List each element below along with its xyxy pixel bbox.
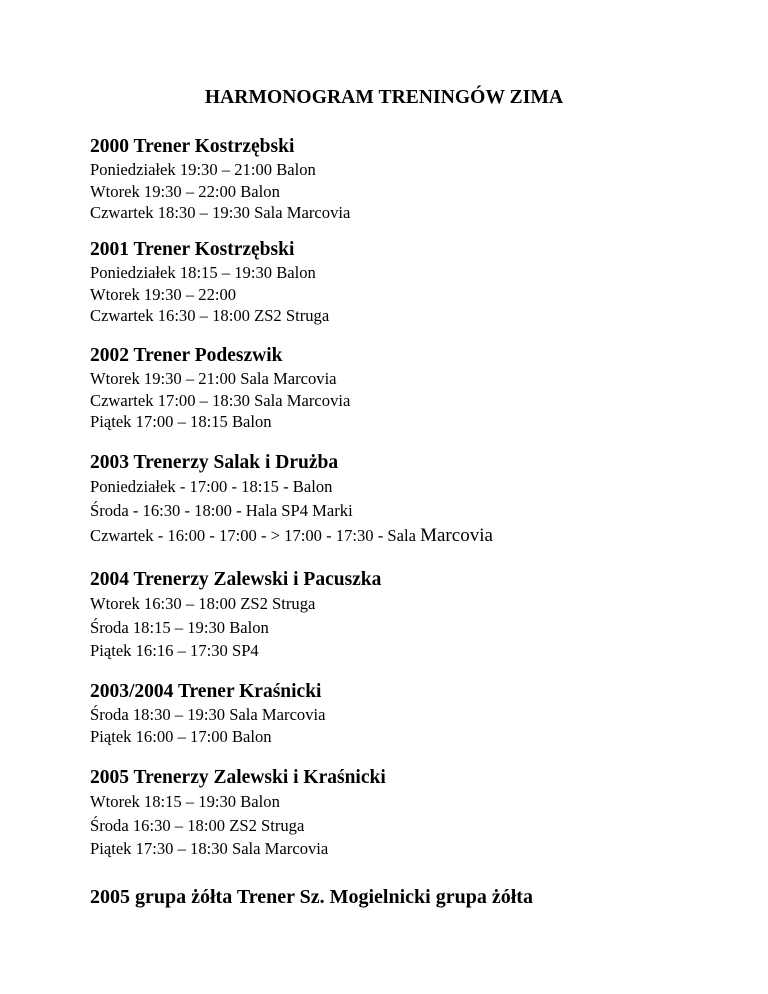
section-2005-yellow-group [90,885,730,909]
section-2001 [90,238,730,327]
schedule-entry: Poniedziałek 18:15 – 19:30 Balon [90,263,316,282]
section-2003-2004 [90,680,730,747]
schedule-entry: Wtorek 19:30 – 21:00 Sala Marcovia [90,369,337,388]
schedule-entry: Środa 18:15 – 19:30 Balon [90,617,269,637]
section-2005 [90,766,730,861]
section-heading: 2003/2004 Trener Kraśnicki [90,681,322,702]
section-heading: 2001 Trener Kostrzębski [90,239,295,260]
schedule-list [90,368,730,433]
schedule-entry: Środa - 16:30 - 18:00 - Hala SP4 Marki [90,500,353,520]
schedule-list [90,790,730,861]
schedule-entry: Środa 18:30 – 19:30 Sala Marcovia [90,705,326,724]
section-heading: 2005 Trenerzy Zalewski i Kraśnicki [90,767,386,788]
schedule-entry: Wtorek 18:15 – 19:30 Balon [90,792,280,811]
schedule-entry-text: Czwartek - 16:00 - 17:00 - > 17:00 - 17:30 - Sala [90,526,421,545]
section-2003 [90,451,730,549]
section-2002 [90,344,730,433]
section-heading: 2004 Trenerzy Zalewski i Pacuszka [90,569,382,590]
document-title: HARMONOGRAM TRENINGÓW ZIMA [204,87,564,108]
schedule-list [90,592,730,663]
schedule-entry: Piątek 17:00 – 18:15 Balon [90,412,272,431]
schedule-entry: Poniedziałek - 17:00 - 18:15 - Balon [90,477,333,496]
schedule-list [90,262,730,327]
schedule-entry: Poniedziałek 19:30 – 21:00 Balon [90,160,316,179]
schedule-list [90,704,730,747]
section-heading: 2002 Trener Podeszwik [90,345,283,366]
schedule-entry: Wtorek 19:30 – 22:00 Balon [90,181,280,201]
section-heading: 2003 Trenerzy Salak i Drużba [90,452,339,473]
schedule-entry: Wtorek 19:30 – 22:00 [90,284,237,304]
schedule-entry [90,522,730,549]
section-2004 [90,568,730,663]
schedule-entry: Piątek 16:16 – 17:30 SP4 [90,641,259,660]
schedule-entry: Wtorek 16:30 – 18:00 ZS2 Struga [90,594,316,613]
section-heading: 2000 Trener Kostrzębski [90,136,295,157]
schedule-entry: Czwartek 18:30 – 19:30 Sala Marcovia [90,203,351,222]
schedule-list [90,159,730,224]
schedule-entry-venue: Marcovia [420,525,493,546]
schedule-entry: Czwartek 16:30 – 18:00 ZS2 Struga [90,306,330,325]
schedule-entry: Piątek 16:00 – 17:00 Balon [90,726,272,746]
schedule-entry: Środa 16:30 – 18:00 ZS2 Struga [90,815,305,835]
schedule-entry: Piątek 17:30 – 18:30 Sala Marcovia [90,839,329,858]
schedule-list [90,475,730,549]
section-2000 [90,135,730,224]
schedule-entry: Czwartek 17:00 – 18:30 Sala Marcovia [90,390,351,410]
section-heading: 2005 grupa żółta Trener Sz. Mogielnicki grupa żółta [90,886,533,908]
